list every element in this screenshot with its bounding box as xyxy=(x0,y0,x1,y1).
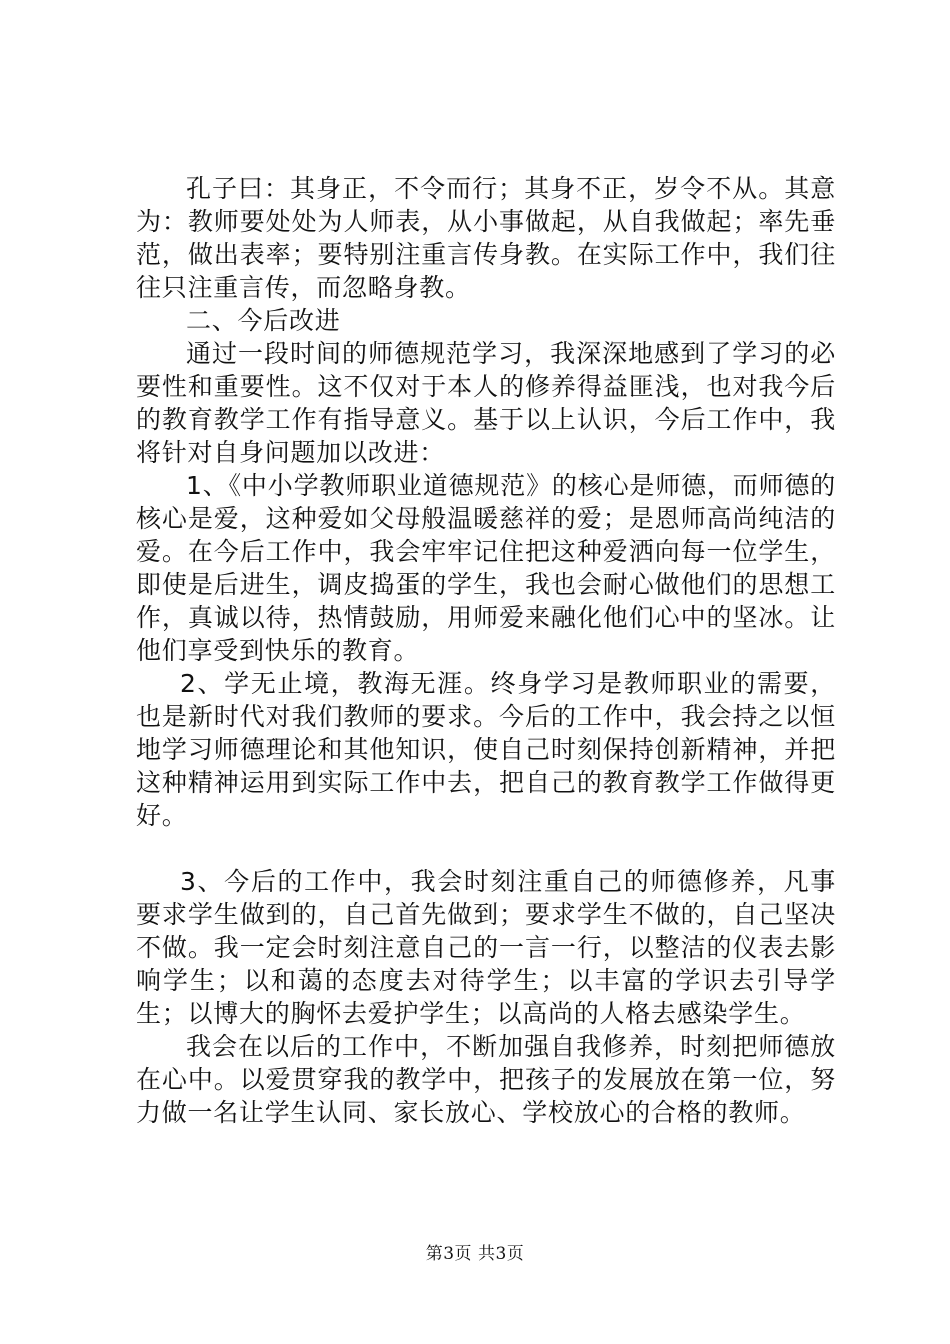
section-heading-improvement: 二、今后改进 xyxy=(186,306,341,335)
page-number-footer: 第3页 共3页 xyxy=(425,1244,525,1264)
paragraph-confucius-quote: 孔子曰：其身正，不令而行；其身不正，岁令不从。其意为：教师要处处为人师表，从小事做起，从自我做起；率先垂范，做出表率；要特别注重言传身教。在实际工作中，我们往往只注重言传，而忽略身教。 xyxy=(136,174,836,302)
paragraph-point-2: 2、学无止境，教海无涯。终身学习是教师职业的需要，也是新时代对我们教师的要求。今后的工作中，我会持之以恒地学习师德理论和其他知识，使自己时刻保持创新精神，并把这种精神运用到实际工作中去，把自己的教育教学工作做得更好。 xyxy=(136,669,836,830)
paragraph-conclusion: 我会在以后的工作中，不断加强自我修养，时刻把师德放在心中。以爱贯穿我的教学中，把孩子的发展放在第一位，努力做一名让学生认同、家长放心、学校放心的合格的教师。 xyxy=(136,1032,836,1127)
paragraph-study-reflection: 通过一段时间的师德规范学习，我深深地感到了学习的必要性和重要性。这不仅对于本人的修养得益匪浅，也对我今后的教育教学工作有指导意义。基于以上认识，今后工作中，我将针对自身问题加以改进： xyxy=(136,339,836,467)
paragraph-point-3: 3、今后的工作中，我会时刻注重自己的师德修养，凡事要求学生做到的，自己首先做到；要求学生不做的，自己坚决不做。我一定会时刻注意自己的一言一行，以整洁的仪表去影响学生；以和蔼的态度去对待学生；以丰富的学识去引导学生；以博大的胸怀去爱护学生；以高尚的人格去感染学生。 xyxy=(136,867,836,1028)
paragraph-point-1: 1、《中小学教师职业道德规范》的核心是师德，而师德的核心是爱，这种爱如父母般温暖慈祥的爱；是恩师高尚纯洁的爱。在今后工作中，我会牢牢记住把这种爱洒向每一位学生，即使是后进生，调皮捣蛋的学生，我也会耐心做他们的思想工作，真诚以待，热情鼓励，用师爱来融化他们心中的坚冰。让他们享受到快乐的教育。 xyxy=(136,471,836,665)
document-body xyxy=(136,172,836,1129)
